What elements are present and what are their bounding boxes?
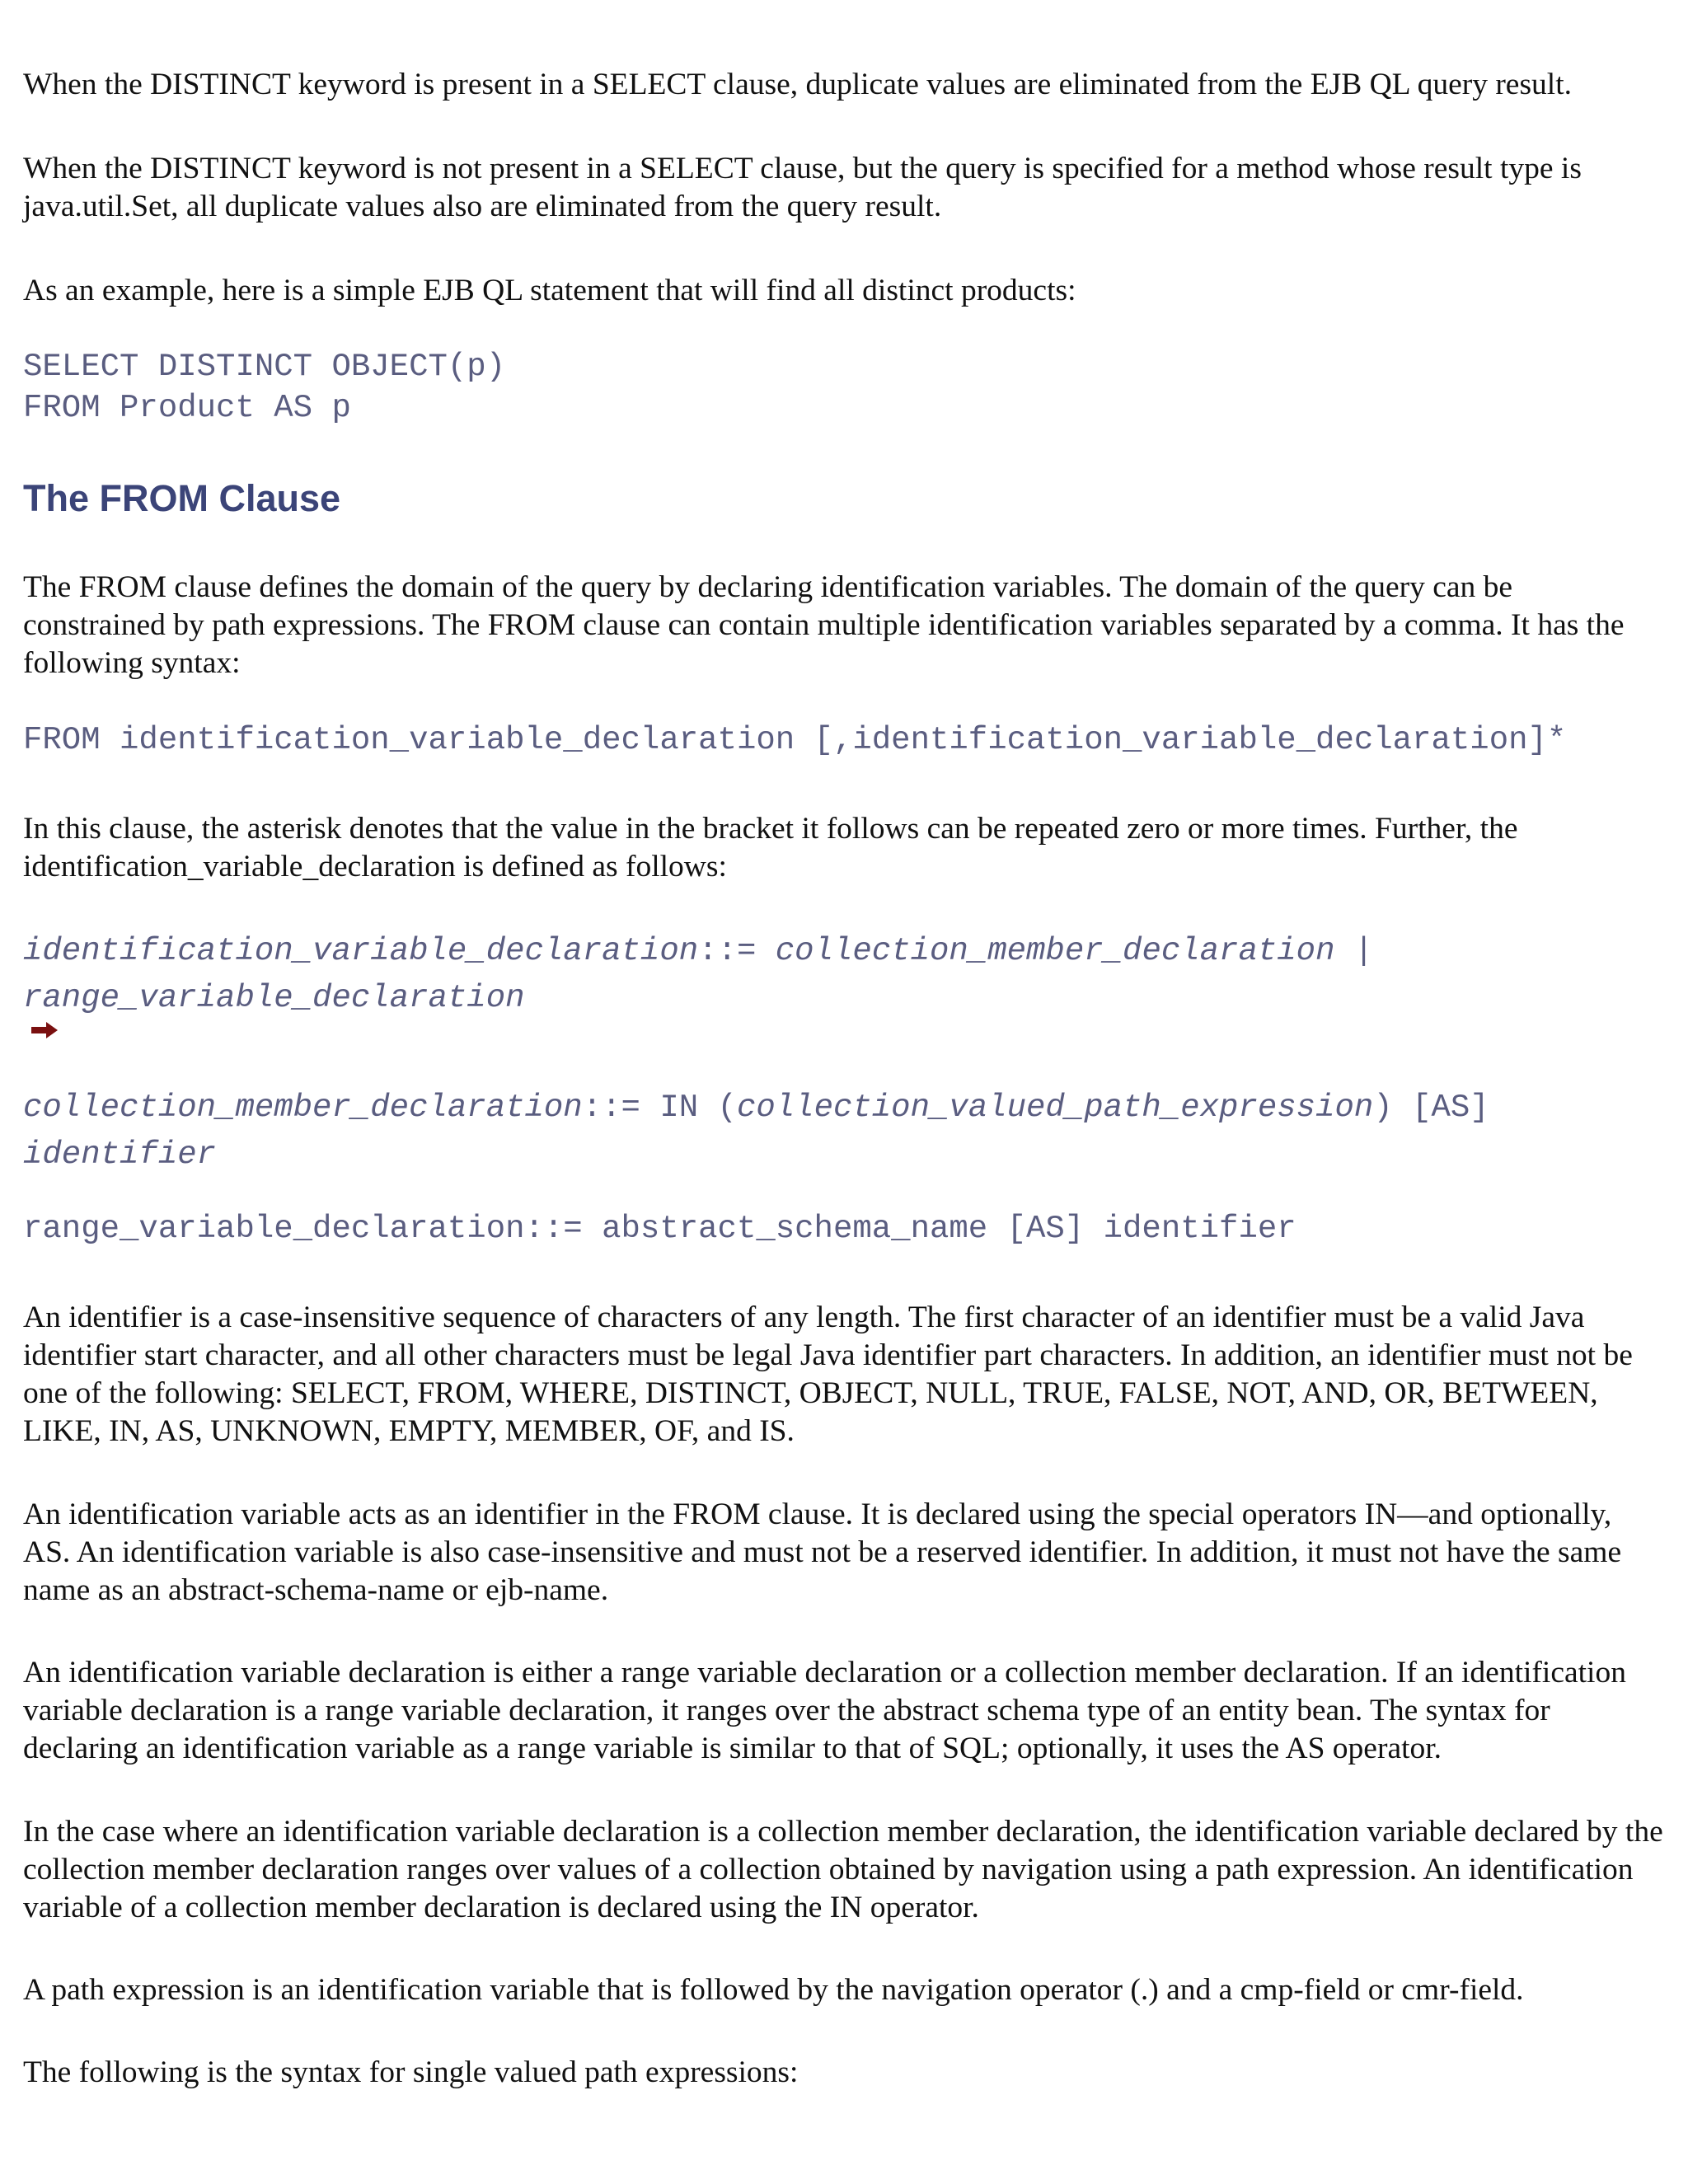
paragraph-distinct-present: When the DISTINCT keyword is present in a SELECT clause, duplicate values are eliminated from the EJB QL query result. <box>23 68 1573 101</box>
paragraph-asterisk: In this clause, the asterisk denotes that the value in the bracket it follows can be repeated zero or more times. Further, the identification_variable_declaration is defined as follows: <box>23 812 1526 883</box>
paragraph-range-variable: An identification variable declaration is either a range variable declaration or a collection member declaration. If an identification variable declaration is a range variable declaration, it ranges over the abstract schema type of an entity bean. The syntax for declaring an identification variable as a range variable is similar to that of SQL; optionally, it uses the AS operator. <box>23 1656 1634 1765</box>
paragraph-path-expression: A path expression is an identification variable that is followed by the navigation operator (.) and a cmp-field or cmr-field. <box>23 1973 1524 2007</box>
paragraph-from-definition: The FROM clause defines the domain of the query by declaring identification variables. The domain of the query can be constrained by path expressions. The FROM clause can contain multiple identification variables separated by a comma. It has the following syntax: <box>23 570 1632 680</box>
code-nonterminal: identification_variable_declaration <box>23 933 699 969</box>
code-nonterminal: range_variable_declaration <box>23 980 525 1016</box>
code-nonterminal: collection_valued_path_expression <box>736 1090 1374 1126</box>
paragraph-single-valued-syntax: The following is the syntax for single valued path expressions: <box>23 2055 799 2089</box>
continuation-arrow-icon <box>30 1020 59 1040</box>
paragraph-identification-variable: An identification variable acts as an identifier in the FROM clause. It is declared using the special operators IN—and optionally, AS. An identification variable is also case-insensitive and must not be a reserved identifier. In addition, it must not have the same name as an abstract-schema-name or ejb-name. <box>23 1497 1629 1607</box>
code-range-variable-declaration: range_variable_declaration::= abstract_schema_name [AS] identifier <box>23 1211 1296 1247</box>
code-from-syntax: FROM identification_variable_declaration [,identification_variable_declaration]* <box>23 722 1567 758</box>
code-nonterminal: identifier <box>23 1137 217 1173</box>
section-heading: The FROM Clause <box>23 477 341 519</box>
code-line: FROM Product AS p <box>23 390 351 426</box>
paragraph-identifier: An identifier is a case-insensitive sequence of characters of any length. The first character of an identifier must be a valid Java identifier start character, and all other characters must be legal Java identifier part characters. In addition, an identifier must not be one of the following: SELECT, FROM, WHERE, DISTINCT, OBJECT, NULL, TRUE, FALSE, NOT, AND, OR, BETWEEN, LIKE, IN, AS, UNKNOWN, EMPTY, MEMBER, OF, and IS. <box>23 1301 1641 1448</box>
code-line: SELECT DISTINCT OBJECT(p) <box>23 349 506 385</box>
code-collection-member-declaration: collection_member_declaration::= IN (collection_valued_path_expression) [AS] identifier <box>23 1090 1489 1173</box>
paragraph-collection-member: In the case where an identification variable declaration is a collection member declaration, the identification variable declared by the collection member declaration ranges over values of a collection obtained by navigation using a path expression. An identification variable of a collection member declaration is declared using the IN operator. <box>23 1815 1672 1924</box>
code-example <box>23 346 505 429</box>
code-idvar-declaration: identification_variable_declaration::= collection_member_declaration | range_variable_declaration <box>23 933 1374 1016</box>
code-nonterminal: collection_member_declaration <box>23 1090 583 1126</box>
paragraph-distinct-absent: When the DISTINCT keyword is not present in a SELECT clause, but the query is specified for a method whose result type is java.util.Set, all duplicate values also are eliminated from the query result. <box>23 152 1590 223</box>
paragraph-example-intro: As an example, here is a simple EJB QL statement that will find all distinct products: <box>23 274 1076 307</box>
code-nonterminal: collection_member_declaration <box>775 933 1335 969</box>
